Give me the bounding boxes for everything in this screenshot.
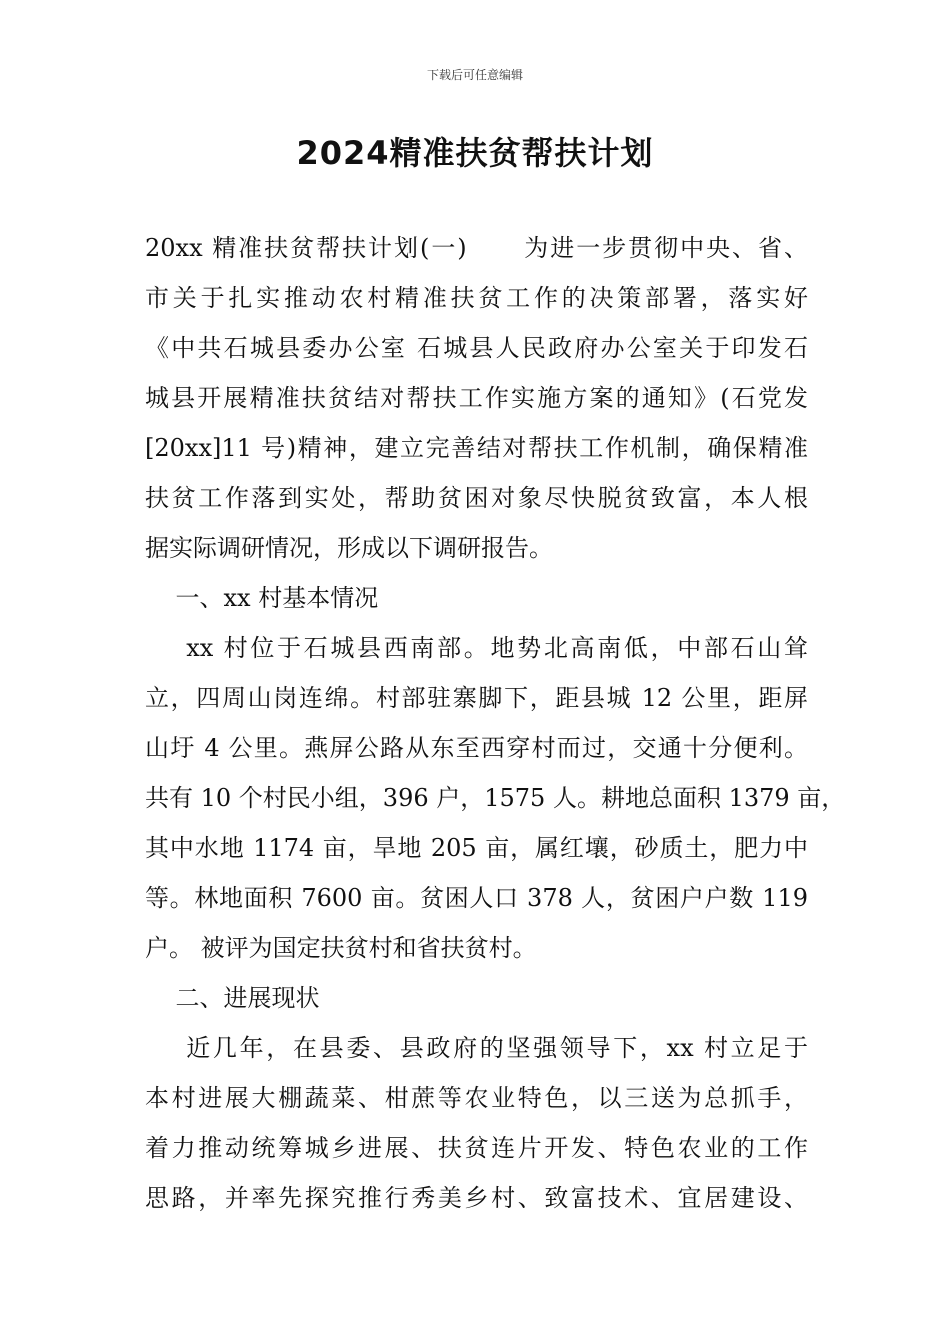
paragraph-line: [20xx]11 号)精神，建立完善结对帮扶工作机制，确保精准 [145,434,808,462]
section-heading: 二、进展现状 [145,984,320,1012]
paragraph-line: 立，四周山岗连绵。村部驻寨脚下，距县城 12 公里，距屏 [145,684,808,712]
paragraph-line: 本村进展大棚蔬菜、柑蔗等农业特色，以三送为总抓手， [145,1084,808,1112]
paragraph-line: 思路，并率先探究推行秀美乡村、致富技术、宜居建设、 [145,1184,808,1212]
paragraph-line: 户。 被评为国定扶贫村和省扶贫村。 [145,934,537,962]
header-note: 下载后可任意编辑 [426,68,523,82]
paragraph-line: 20xx 精准扶贫帮扶计划(一) 为进一步贯彻中央、省、 [145,234,808,262]
paragraph-line: 扶贫工作落到实处，帮助贫困对象尽快脱贫致富，本人根 [145,484,808,512]
document-title: 2024精准扶贫帮扶计划 [296,134,654,172]
paragraph-line: 城县开展精准扶贫结对帮扶工作实施方案的通知》(石党发 [145,384,808,412]
paragraph-line: xx 村位于石城县西南部。地势北高南低，中部石山耸 [145,634,808,662]
paragraph-line: 市关于扎实推动农村精准扶贫工作的决策部署，落实好 [145,284,808,312]
paragraph-line: 近几年，在县委、县政府的坚强领导下，xx 村立足于 [145,1034,808,1062]
paragraph-line: 共有 10 个村民小组，396 户，1575 人。耕地总面积 1379 亩， [145,784,846,812]
paragraph-line: 《中共石城县委办公室 石城县人民政府办公室关于印发石 [145,334,808,362]
paragraph-line: 据实际调研情况，形成以下调研报告。 [145,534,553,562]
paragraph-line: 山圩 4 公里。燕屏公路从东至西穿村而过，交通十分便利。 [145,734,808,762]
paragraph-line: 其中水地 1174 亩，旱地 205 亩，属红壤，砂质土，肥力中 [145,834,808,862]
paragraph-line: 等。林地面积 7600 亩。贫困人口 378 人，贫困户户数 119 [145,884,808,912]
section-heading: 一、xx 村基本情况 [145,584,379,612]
paragraph-line: 着力推动统筹城乡进展、扶贫连片开发、特色农业的工作 [145,1134,808,1162]
